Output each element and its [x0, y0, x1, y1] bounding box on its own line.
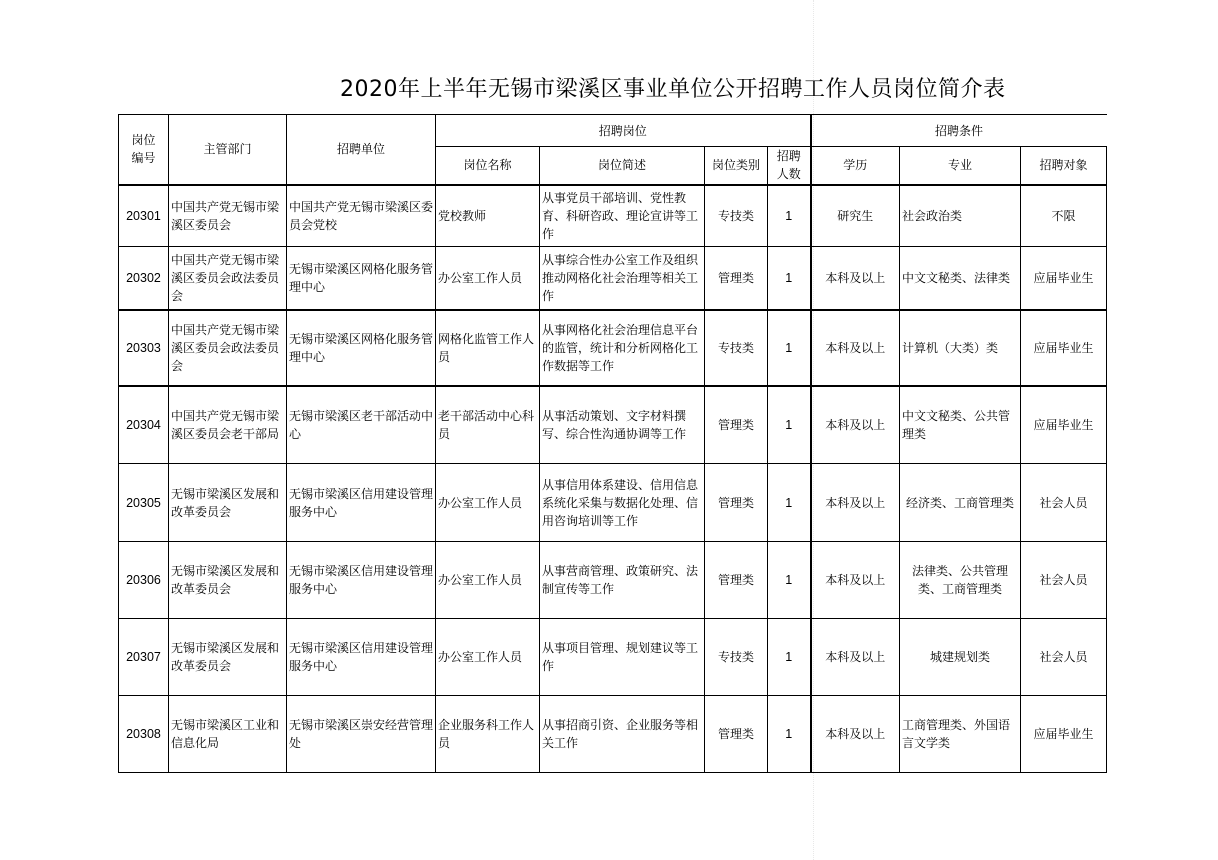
cell-count: 1: [768, 310, 811, 386]
table-row: [119, 696, 1107, 773]
cell-count: 1: [768, 247, 811, 310]
cell-post-desc: 从事综合性办公室工作及组织推动网格化社会治理等相关工作: [540, 247, 705, 310]
cell-count: 1: [768, 696, 811, 773]
cell-post-name: 办公室工作人员: [436, 542, 540, 619]
cell-unit: 无锡市梁溪区信用建设管理服务中心: [287, 542, 436, 619]
cell-major: 城建规划类: [900, 619, 1021, 696]
cell-edu: 本科及以上: [811, 696, 900, 773]
cell-post-name: 企业服务科工作人员: [436, 696, 540, 773]
cell-post-type: 专技类: [705, 619, 768, 696]
table-body: [119, 185, 1107, 773]
header-post-type: 岗位类别: [705, 147, 768, 185]
cell-post-type: 专技类: [705, 310, 768, 386]
header-dept: 主管部门: [169, 115, 287, 185]
cell-post-type: 管理类: [705, 696, 768, 773]
cell-edu: 本科及以上: [811, 386, 900, 464]
cell-target: 社会人员: [1021, 619, 1107, 696]
header-unit: 招聘单位: [287, 115, 436, 185]
cell-count: 1: [768, 619, 811, 696]
header-target: 招聘对象: [1021, 147, 1107, 185]
cell-dept: 中国共产党无锡市梁溪区委员会老干部局: [169, 386, 287, 464]
cell-dept: 无锡市梁溪区工业和信息化局: [169, 696, 287, 773]
header-post-name: 岗位名称: [436, 147, 540, 185]
cell-dept: 中国共产党无锡市梁溪区委员会政法委员会: [169, 310, 287, 386]
cell-major: 中文文秘类、法律类: [900, 247, 1021, 310]
cell-count: 1: [768, 386, 811, 464]
cell-unit: 无锡市梁溪区网格化服务管理中心: [287, 247, 436, 310]
cell-code: 20303: [119, 310, 169, 386]
cell-post-type: 管理类: [705, 386, 768, 464]
header-major: 专业: [900, 147, 1021, 185]
cell-unit: 中国共产党无锡市梁溪区委员会党校: [287, 185, 436, 247]
job-table: [118, 114, 1107, 773]
cell-post-type: 管理类: [705, 542, 768, 619]
table-row: [119, 464, 1107, 542]
cell-post-name: 网格化监管工作人员: [436, 310, 540, 386]
table-row: [119, 185, 1107, 247]
table-header: [119, 115, 1107, 185]
cell-count: 1: [768, 464, 811, 542]
cell-major: 工商管理类、外国语言文学类: [900, 696, 1021, 773]
table-row: [119, 386, 1107, 464]
cell-post-desc: 从事党员干部培训、党性教育、科研咨政、理论宣讲等工作: [540, 185, 705, 247]
cell-major: 计算机（大类）类: [900, 310, 1021, 386]
cell-code: 20308: [119, 696, 169, 773]
cell-post-name: 办公室工作人员: [436, 464, 540, 542]
cell-count: 1: [768, 185, 811, 247]
cell-unit: 无锡市梁溪区网格化服务管理中心: [287, 310, 436, 386]
cell-code: 20301: [119, 185, 169, 247]
cell-post-desc: 从事活动策划、文字材料撰写、综合性沟通协调等工作: [540, 386, 705, 464]
cell-post-name: 办公室工作人员: [436, 247, 540, 310]
cell-unit: 无锡市梁溪区老干部活动中心: [287, 386, 436, 464]
cell-post-name: 老干部活动中心科员: [436, 386, 540, 464]
cell-post-type: 管理类: [705, 247, 768, 310]
cell-post-name: 党校教师: [436, 185, 540, 247]
header-post-desc: 岗位简述: [540, 147, 705, 185]
cell-code: 20307: [119, 619, 169, 696]
cell-post-type: 管理类: [705, 464, 768, 542]
cell-post-desc: 从事营商管理、政策研究、法制宣传等工作: [540, 542, 705, 619]
cell-target: 应届毕业生: [1021, 386, 1107, 464]
cell-code: 20304: [119, 386, 169, 464]
cell-major: 经济类、工商管理类: [900, 464, 1021, 542]
header-cond-group: 招聘条件: [811, 115, 1107, 147]
cell-dept: 无锡市梁溪区发展和改革委员会: [169, 464, 287, 542]
page-title: 2020年上半年无锡市梁溪区事业单位公开招聘工作人员岗位简介表: [340, 77, 1006, 102]
cell-target: 社会人员: [1021, 542, 1107, 619]
header-post-group: 招聘岗位: [436, 115, 811, 147]
cell-dept: 中国共产党无锡市梁溪区委员会政法委员会: [169, 247, 287, 310]
cell-edu: 本科及以上: [811, 310, 900, 386]
cell-post-desc: 从事招商引资、企业服务等相关工作: [540, 696, 705, 773]
cell-post-desc: 从事网格化社会治理信息平台的监管，统计和分析网格化工作数据等工作: [540, 310, 705, 386]
cell-dept: 无锡市梁溪区发展和改革委员会: [169, 619, 287, 696]
table-row: [119, 310, 1107, 386]
table-row: [119, 619, 1107, 696]
cell-major: 社会政治类: [900, 185, 1021, 247]
header-count: 招聘 人数: [768, 147, 811, 185]
cell-edu: 研究生: [811, 185, 900, 247]
header-post-code: 岗位 编号: [119, 115, 169, 185]
cell-unit: 无锡市梁溪区崇安经营管理处: [287, 696, 436, 773]
cell-target: 应届毕业生: [1021, 310, 1107, 386]
cell-code: 20305: [119, 464, 169, 542]
cell-dept: 中国共产党无锡市梁溪区委员会: [169, 185, 287, 247]
cell-unit: 无锡市梁溪区信用建设管理服务中心: [287, 619, 436, 696]
cell-target: 应届毕业生: [1021, 696, 1107, 773]
cell-count: 1: [768, 542, 811, 619]
table-row: [119, 542, 1107, 619]
cell-edu: 本科及以上: [811, 464, 900, 542]
cell-code: 20302: [119, 247, 169, 310]
cell-post-desc: 从事信用体系建设、信用信息系统化采集与数据化处理、信用咨询培训等工作: [540, 464, 705, 542]
cell-post-name: 办公室工作人员: [436, 619, 540, 696]
cell-code: 20306: [119, 542, 169, 619]
cell-edu: 本科及以上: [811, 542, 900, 619]
table-row: [119, 247, 1107, 310]
cell-major: 中文文秘类、公共管理类: [900, 386, 1021, 464]
cell-edu: 本科及以上: [811, 247, 900, 310]
cell-major: 法律类、公共管理类、工商管理类: [900, 542, 1021, 619]
cell-target: 社会人员: [1021, 464, 1107, 542]
cell-post-type: 专技类: [705, 185, 768, 247]
cell-unit: 无锡市梁溪区信用建设管理服务中心: [287, 464, 436, 542]
cell-target: 应届毕业生: [1021, 247, 1107, 310]
cell-post-desc: 从事项目管理、规划建议等工作: [540, 619, 705, 696]
cell-target: 不限: [1021, 185, 1107, 247]
header-edu: 学历: [811, 147, 900, 185]
cell-dept: 无锡市梁溪区发展和改革委员会: [169, 542, 287, 619]
cell-edu: 本科及以上: [811, 619, 900, 696]
